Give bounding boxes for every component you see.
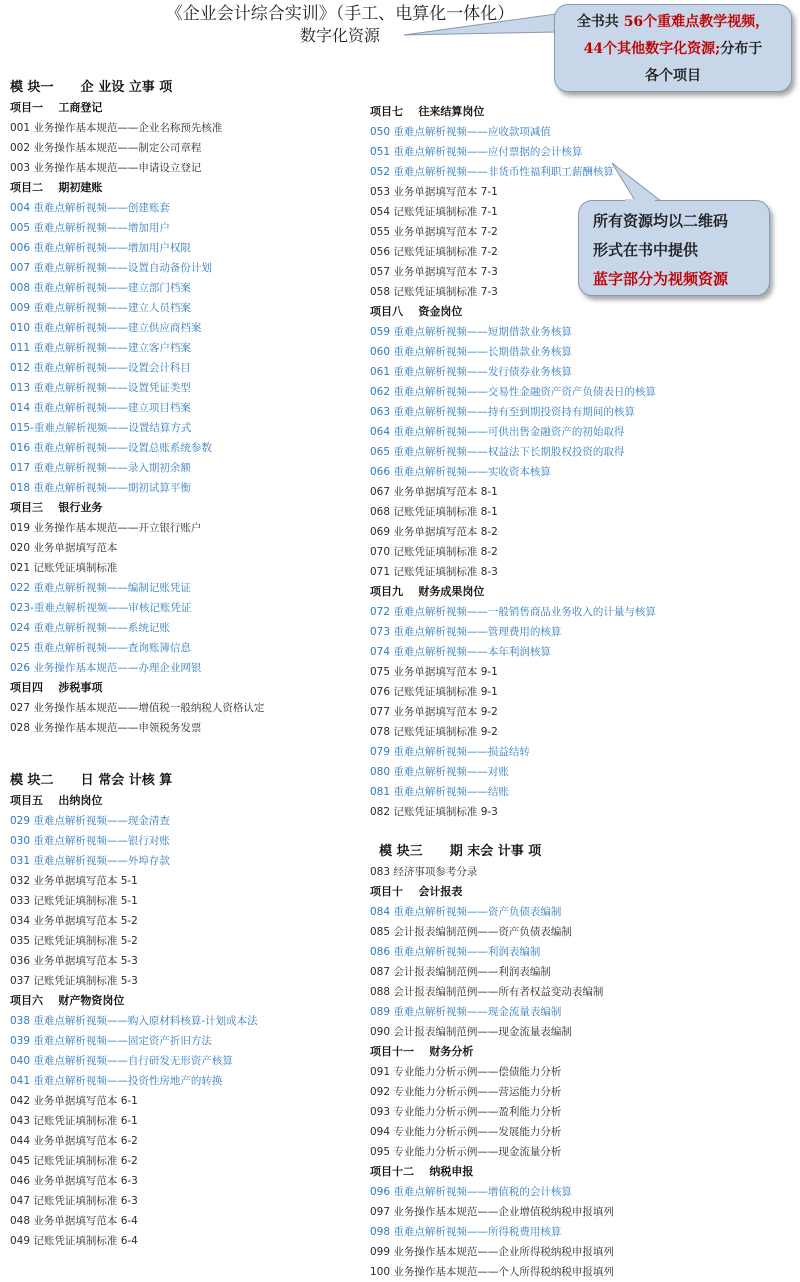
resource-item: 068 记账凭证填制标准 8-1 xyxy=(370,506,498,518)
resource-item: 036 业务单据填写范本 5-3 xyxy=(10,955,138,967)
page-title: 《企业会计综合实训》（手工、电算化一体化） xyxy=(165,4,515,24)
resource-item: 054 记账凭证填制标准 7-1 xyxy=(370,206,498,218)
resource-item: 097 业务操作基本规范——企业增值税纳税申报填列 xyxy=(370,1206,614,1218)
video-resource-link[interactable]: 038 重难点解析视频——购入原材料核算-计划成本法 xyxy=(10,1015,258,1027)
callout-highlight: 44个其他数字化资源; xyxy=(583,41,721,57)
page-subtitle: 数字化资源 xyxy=(299,26,380,45)
video-resource-link[interactable]: 018 重难点解析视频——期初试算平衡 xyxy=(10,482,191,494)
video-resource-link[interactable]: 041 重难点解析视频——投资性房地产的转换 xyxy=(10,1075,223,1087)
video-resource-link[interactable]: 006 重难点解析视频——增加用户权限 xyxy=(10,242,191,254)
video-resource-link[interactable]: 052 重难点解析视频——非货币性福利职工薪酬核算 xyxy=(370,166,614,178)
right-column xyxy=(370,102,656,1282)
resource-item: 083 经济事项参考分录 xyxy=(370,866,478,878)
resource-item: 032 业务单据填写范本 5-1 xyxy=(10,875,138,887)
callout-text: 各个项目 xyxy=(645,68,701,84)
resource-item: 087 会计报表编制范例——利润表编制 xyxy=(370,966,551,978)
video-resource-link[interactable]: 015-重难点解析视频——设置结算方式 xyxy=(10,422,192,434)
resource-item: 058 记账凭证填制标准 7-3 xyxy=(370,286,498,298)
video-resource-link[interactable]: 051 重难点解析视频——应付票据的会计核算 xyxy=(370,146,583,158)
resource-item: 002 业务操作基本规范——制定公司章程 xyxy=(10,142,202,154)
section-heading: 项目七 往来结算岗位 xyxy=(370,105,485,118)
video-resource-link[interactable]: 005 重难点解析视频——增加用户 xyxy=(10,222,170,234)
section-heading: 项目十 会计报表 xyxy=(370,885,463,898)
video-resource-link[interactable]: 073 重难点解析视频——管理费用的核算 xyxy=(370,626,562,638)
video-resource-link[interactable]: 074 重难点解析视频——本年利润核算 xyxy=(370,646,551,658)
module-heading: 模 块二 日 常会 计核 算 xyxy=(10,773,173,788)
resource-item: 067 业务单据填写范本 8-1 xyxy=(370,486,498,498)
video-resource-link[interactable]: 079 重难点解析视频——损益结转 xyxy=(370,746,530,758)
video-resource-link[interactable]: 029 重难点解析视频——现金清查 xyxy=(10,815,170,827)
resource-item: 056 记账凭证填制标准 7-2 xyxy=(370,246,498,258)
video-resource-link[interactable]: 086 重难点解析视频——利润表编制 xyxy=(370,946,541,958)
resource-item: 099 业务操作基本规范——企业所得税纳税申报填列 xyxy=(370,1246,614,1258)
video-resource-link[interactable]: 064 重难点解析视频——可供出售金融资产的初始取得 xyxy=(370,426,625,438)
resource-item: 070 记账凭证填制标准 8-2 xyxy=(370,546,498,558)
resource-item: 003 业务操作基本规范——申请设立登记 xyxy=(10,162,202,174)
video-resource-link[interactable]: 024 重难点解析视频——系统记账 xyxy=(10,622,170,634)
resource-item: 046 业务单据填写范本 6-3 xyxy=(10,1175,138,1187)
resource-item: 078 记账凭证填制标准 9-2 xyxy=(370,726,498,738)
video-resource-link[interactable]: 089 重难点解析视频——现金流量表编制 xyxy=(370,1006,562,1018)
left-column xyxy=(10,78,264,1251)
video-resource-link[interactable]: 022 重难点解析视频——编制记账凭证 xyxy=(10,582,191,594)
resource-item: 100 业务操作基本规范——个人所得税纳税申报填列 xyxy=(370,1266,614,1278)
resource-item: 020 业务单据填写范本 xyxy=(10,542,118,554)
resource-item: 055 业务单据填写范本 7-2 xyxy=(370,226,498,238)
callout-highlight: 蓝字部分为视频资源 xyxy=(593,270,729,288)
video-resource-link[interactable]: 008 重难点解析视频——建立部门档案 xyxy=(10,282,191,294)
callout-highlight: 56个重难点教学视频， xyxy=(623,14,770,30)
video-resource-link[interactable]: 026 业务操作基本规范——办理企业网银 xyxy=(10,662,202,674)
section-heading: 项目三 银行业务 xyxy=(10,501,103,514)
resource-item: 088 会计报表编制范例——所有者权益变动表编制 xyxy=(370,986,604,998)
resource-item: 043 记账凭证填制标准 6-1 xyxy=(10,1115,138,1127)
resource-item: 094 专业能力分析示例——发展能力分析 xyxy=(370,1126,562,1138)
video-resource-link[interactable]: 062 重难点解析视频——交易性金融资产资产负债表日的核算 xyxy=(370,386,656,398)
resource-item: 035 记账凭证填制标准 5-2 xyxy=(10,935,138,947)
section-heading: 项目四 涉税事项 xyxy=(10,681,103,694)
callout-text: 形式在书中提供 xyxy=(593,241,699,259)
section-heading: 项目八 资金岗位 xyxy=(370,305,463,318)
video-resource-link[interactable]: 080 重难点解析视频——对账 xyxy=(370,766,509,778)
video-resource-link[interactable]: 030 重难点解析视频——银行对账 xyxy=(10,835,170,847)
resource-item: 048 业务单据填写范本 6-4 xyxy=(10,1215,138,1227)
resource-item: 092 专业能力分析示例——营运能力分析 xyxy=(370,1086,562,1098)
video-resource-link[interactable]: 060 重难点解析视频——长期借款业务核算 xyxy=(370,346,572,358)
video-resource-link[interactable]: 025 重难点解析视频——查询账簿信息 xyxy=(10,642,191,654)
resource-item: 090 会计报表编制范例——现金流量表编制 xyxy=(370,1026,572,1038)
video-resource-link[interactable]: 072 重难点解析视频——一般销售商品业务收入的计量与核算 xyxy=(370,606,656,618)
resource-item: 095 专业能力分析示例——现金流量分析 xyxy=(370,1146,562,1158)
resource-item: 082 记账凭证填制标准 9-3 xyxy=(370,806,498,818)
resource-item: 091 专业能力分析示例——偿债能力分析 xyxy=(370,1066,562,1078)
video-resource-link[interactable]: 004 重难点解析视频——创建账套 xyxy=(10,202,170,214)
video-resource-link[interactable]: 065 重难点解析视频——权益法下长期股权投资的取得 xyxy=(370,446,625,458)
video-resource-link[interactable]: 063 重难点解析视频——持有至到期投资持有期间的核算 xyxy=(370,406,635,418)
resource-item: 037 记账凭证填制标准 5-3 xyxy=(10,975,138,987)
callout-resource-count xyxy=(554,4,792,92)
video-resource-link[interactable]: 014 重难点解析视频——建立项目档案 xyxy=(10,402,191,414)
section-heading: 项目一 工商登记 xyxy=(10,101,103,114)
resource-item: 049 记账凭证填制标准 6-4 xyxy=(10,1235,138,1247)
resource-item: 057 业务单据填写范本 7-3 xyxy=(370,266,498,278)
resource-item: 019 业务操作基本规范——开立银行账户 xyxy=(10,522,202,534)
resource-item: 001 业务操作基本规范——企业名称预先核准 xyxy=(10,122,223,134)
resource-item: 033 记账凭证填制标准 5-1 xyxy=(10,895,138,907)
resource-item: 027 业务操作基本规范——增值税一般纳税人资格认定 xyxy=(10,702,265,714)
video-resource-link[interactable]: 013 重难点解析视频——设置凭证类型 xyxy=(10,382,191,394)
resource-item: 044 业务单据填写范本 6-2 xyxy=(10,1135,138,1147)
resource-item: 053 业务单据填写范本 7-1 xyxy=(370,186,498,198)
video-resource-link[interactable]: 031 重难点解析视频——外埠存款 xyxy=(10,855,170,867)
video-resource-link[interactable]: 011 重难点解析视频——建立客户档案 xyxy=(10,342,191,354)
resource-item: 021 记账凭证填制标准 xyxy=(10,562,118,574)
callout-top-pointer xyxy=(400,8,560,48)
video-resource-link[interactable]: 096 重难点解析视频——增值税的会计核算 xyxy=(370,1186,572,1198)
video-resource-link[interactable]: 012 重难点解析视频——设置会计科目 xyxy=(10,362,191,374)
video-resource-link[interactable]: 040 重难点解析视频——自行研发无形资产核算 xyxy=(10,1055,233,1067)
section-heading: 项目十二 纳税申报 xyxy=(370,1165,474,1178)
video-resource-link[interactable]: 081 重难点解析视频——结账 xyxy=(370,786,509,798)
video-resource-link[interactable]: 050 重难点解析视频——应收款项减值 xyxy=(370,126,551,138)
video-resource-link[interactable]: 023-重难点解析视频——审核记账凭证 xyxy=(10,602,192,614)
video-resource-link[interactable]: 061 重难点解析视频——发行债券业务核算 xyxy=(370,366,572,378)
spacer xyxy=(10,738,264,771)
resource-item: 093 专业能力分析示例——盈利能力分析 xyxy=(370,1106,562,1118)
spacer xyxy=(370,822,656,842)
module-heading: 模 块一 企 业设 立事 项 xyxy=(10,80,173,95)
video-resource-link[interactable]: 010 重难点解析视频——建立供应商档案 xyxy=(10,322,202,334)
video-resource-link[interactable]: 066 重难点解析视频——实收资本核算 xyxy=(370,466,551,478)
video-resource-link[interactable]: 016 重难点解析视频——设置总账系统参数 xyxy=(10,442,212,454)
video-resource-link[interactable]: 084 重难点解析视频——资产负债表编制 xyxy=(370,906,562,918)
resource-item: 085 会计报表编制范例——资产负债表编制 xyxy=(370,926,572,938)
resource-item: 028 业务操作基本规范——申领税务发票 xyxy=(10,722,202,734)
video-resource-link[interactable]: 098 重难点解析视频——所得税费用核算 xyxy=(370,1226,562,1238)
section-heading: 项目二 期初建账 xyxy=(10,181,103,194)
callout-text: 全书共 xyxy=(576,14,619,30)
resource-item: 045 记账凭证填制标准 6-2 xyxy=(10,1155,138,1167)
section-heading: 项目五 出纳岗位 xyxy=(10,794,103,807)
resource-item: 047 记账凭证填制标准 6-3 xyxy=(10,1195,138,1207)
resource-item: 069 业务单据填写范本 8-2 xyxy=(370,526,498,538)
resource-item: 075 业务单据填写范本 9-1 xyxy=(370,666,498,678)
video-resource-link[interactable]: 039 重难点解析视频——固定资产折旧方法 xyxy=(10,1035,212,1047)
callout-text: 分布于 xyxy=(720,41,763,57)
section-heading: 项目十一 财务分析 xyxy=(370,1045,474,1058)
callout-text: 所有资源均以二维码 xyxy=(593,212,729,230)
video-resource-link[interactable]: 059 重难点解析视频——短期借款业务核算 xyxy=(370,326,572,338)
resource-item: 042 业务单据填写范本 6-1 xyxy=(10,1095,138,1107)
resource-item: 077 业务单据填写范本 9-2 xyxy=(370,706,498,718)
resource-item: 034 业务单据填写范本 5-2 xyxy=(10,915,138,927)
resource-item: 076 记账凭证填制标准 9-1 xyxy=(370,686,498,698)
video-resource-link[interactable]: 009 重难点解析视频——建立人员档案 xyxy=(10,302,191,314)
module-heading: 模 块三 期 末会 计事 项 xyxy=(370,844,542,859)
video-resource-link[interactable]: 017 重难点解析视频——录入期初余额 xyxy=(10,462,191,474)
video-resource-link[interactable]: 007 重难点解析视频——设置自动备份计划 xyxy=(10,262,212,274)
section-heading: 项目九 财务成果岗位 xyxy=(370,585,485,598)
section-heading: 项目六 财产物资岗位 xyxy=(10,994,125,1007)
resource-item: 071 记账凭证填制标准 8-3 xyxy=(370,566,498,578)
